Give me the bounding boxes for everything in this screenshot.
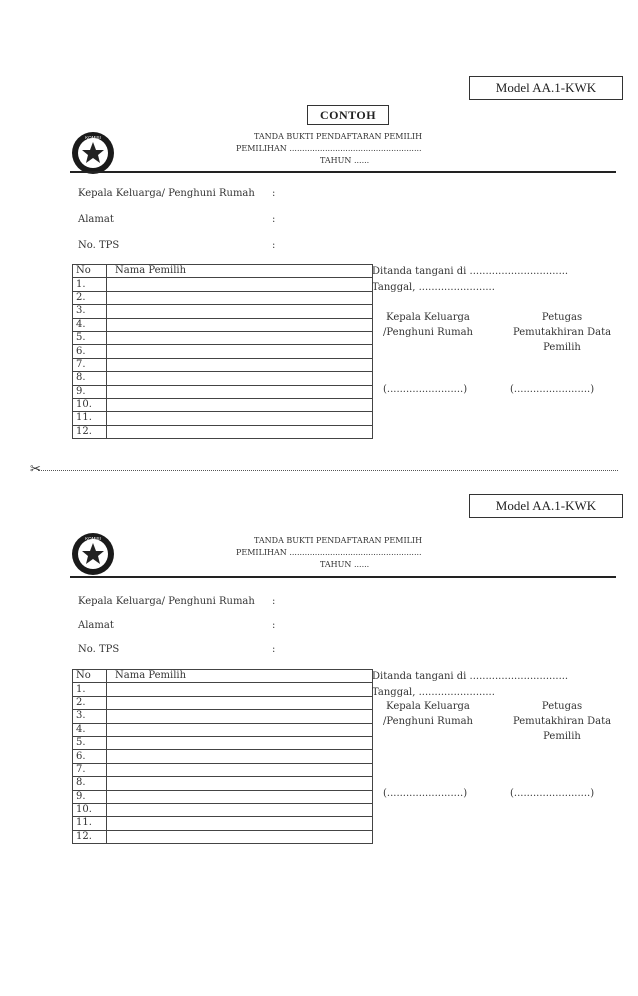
row-number: 10. bbox=[73, 398, 107, 411]
row-number: 5. bbox=[73, 331, 107, 344]
row-number: 3. bbox=[73, 305, 107, 318]
row-number: 1. bbox=[73, 278, 107, 291]
name-cell[interactable] bbox=[107, 736, 373, 749]
signed-at: Ditanda tangani di ............................... bbox=[372, 266, 569, 277]
name-cell[interactable] bbox=[107, 696, 373, 709]
row-number: 11. bbox=[73, 817, 107, 830]
name-cell[interactable] bbox=[107, 803, 373, 816]
row-number: 9. bbox=[73, 385, 107, 398]
row-number: 8. bbox=[73, 372, 107, 385]
name-cell[interactable] bbox=[107, 817, 373, 830]
col-no-header: No bbox=[73, 670, 107, 683]
table-row bbox=[73, 736, 373, 749]
name-cell[interactable] bbox=[107, 710, 373, 723]
row-number: 5. bbox=[73, 736, 107, 749]
table-row bbox=[73, 817, 373, 830]
row-number: 2. bbox=[73, 291, 107, 304]
field-tps-label: No. TPS bbox=[78, 240, 120, 251]
table-row bbox=[73, 696, 373, 709]
header-tahun: TAHUN ...... bbox=[320, 560, 370, 569]
signature-line-right[interactable]: (........................) bbox=[510, 788, 595, 799]
field-kepala-colon: : bbox=[272, 596, 276, 607]
header-rule bbox=[70, 576, 616, 578]
field-alamat-colon: : bbox=[272, 214, 276, 225]
svg-text:KOMISI: KOMISI bbox=[85, 135, 101, 140]
row-number: 7. bbox=[73, 763, 107, 776]
name-cell[interactable] bbox=[107, 763, 373, 776]
header-tahun: TAHUN ...... bbox=[320, 156, 370, 165]
name-cell[interactable] bbox=[107, 683, 373, 696]
row-number: 9. bbox=[73, 790, 107, 803]
row-number: 4. bbox=[73, 318, 107, 331]
row-number: 1. bbox=[73, 683, 107, 696]
header-title: TANDA BUKTI PENDAFTARAN PEMILIH bbox=[254, 536, 423, 545]
name-cell[interactable] bbox=[107, 830, 373, 843]
voter-table bbox=[72, 669, 373, 844]
name-cell[interactable] bbox=[107, 777, 373, 790]
col-no-header: No bbox=[73, 265, 107, 278]
field-tps-colon: : bbox=[272, 240, 276, 251]
row-number: 11. bbox=[73, 412, 107, 425]
row-number: 4. bbox=[73, 723, 107, 736]
signature-line-left[interactable]: (........................) bbox=[383, 788, 468, 799]
signer-left-title: Kepala Keluarga /Penghuni Rumah bbox=[383, 701, 473, 727]
name-cell[interactable] bbox=[107, 723, 373, 736]
header-title: TANDA BUKTI PENDAFTARAN PEMILIH bbox=[254, 132, 423, 141]
table-row bbox=[73, 723, 373, 736]
model-label: Model AA.1-KWK bbox=[469, 76, 623, 100]
name-cell[interactable] bbox=[107, 750, 373, 763]
row-number: 6. bbox=[73, 750, 107, 763]
row-number: 6. bbox=[73, 345, 107, 358]
table-row bbox=[73, 750, 373, 763]
table-row bbox=[73, 803, 373, 816]
row-number: 7. bbox=[73, 358, 107, 371]
field-kepala-colon: : bbox=[272, 188, 276, 199]
field-tps-colon: : bbox=[272, 644, 276, 655]
row-number: 3. bbox=[73, 710, 107, 723]
row-number: 12. bbox=[73, 830, 107, 843]
name-cell[interactable] bbox=[107, 790, 373, 803]
field-tps-label: No. TPS bbox=[78, 644, 120, 655]
col-nama-header: Nama Pemilih bbox=[107, 670, 373, 683]
field-alamat-colon: : bbox=[272, 620, 276, 631]
row-number: 12. bbox=[73, 425, 107, 438]
signature-line-left[interactable]: (........................) bbox=[383, 384, 468, 395]
signer-right-title: Petugas Pemutakhiran Data Pemilih bbox=[512, 312, 612, 353]
field-alamat-label: Alamat bbox=[78, 214, 114, 225]
signer-left-title: Kepala Keluarga /Penghuni Rumah bbox=[383, 312, 473, 338]
signer-right-title: Petugas Pemutakhiran Data Pemilih bbox=[512, 701, 612, 742]
table-row bbox=[73, 790, 373, 803]
field-alamat-label: Alamat bbox=[78, 620, 114, 631]
date-line: Tanggal, ........................ bbox=[372, 282, 495, 293]
col-nama-header: Nama Pemilih bbox=[107, 265, 373, 278]
signed-at: Ditanda tangani di ............................... bbox=[372, 671, 569, 682]
contoh-stamp: CONTOH bbox=[307, 105, 389, 125]
field-kepala-label: Kepala Keluarga/ Penghuni Rumah bbox=[78, 188, 255, 199]
svg-text:KOMISI: KOMISI bbox=[85, 536, 101, 541]
header-pemilihan: PEMILIHAN .................................................... bbox=[236, 548, 422, 557]
table-row bbox=[73, 710, 373, 723]
field-kepala-label: Kepala Keluarga/ Penghuni Rumah bbox=[78, 596, 255, 607]
table-row bbox=[73, 683, 373, 696]
table-header-row bbox=[73, 670, 373, 683]
signature-line-right[interactable]: (........................) bbox=[510, 384, 595, 395]
table-row bbox=[73, 830, 373, 843]
kpu-logo bbox=[70, 531, 116, 577]
scissors-icon: ✂ bbox=[30, 462, 41, 477]
header-pemilihan: PEMILIHAN .................................................... bbox=[236, 144, 422, 153]
date-line: Tanggal, ........................ bbox=[372, 687, 495, 698]
model-label: Model AA.1-KWK bbox=[469, 494, 623, 518]
table-row bbox=[73, 763, 373, 776]
row-number: 2. bbox=[73, 696, 107, 709]
row-number: 8. bbox=[73, 777, 107, 790]
row-number: 10. bbox=[73, 803, 107, 816]
table-row bbox=[73, 777, 373, 790]
